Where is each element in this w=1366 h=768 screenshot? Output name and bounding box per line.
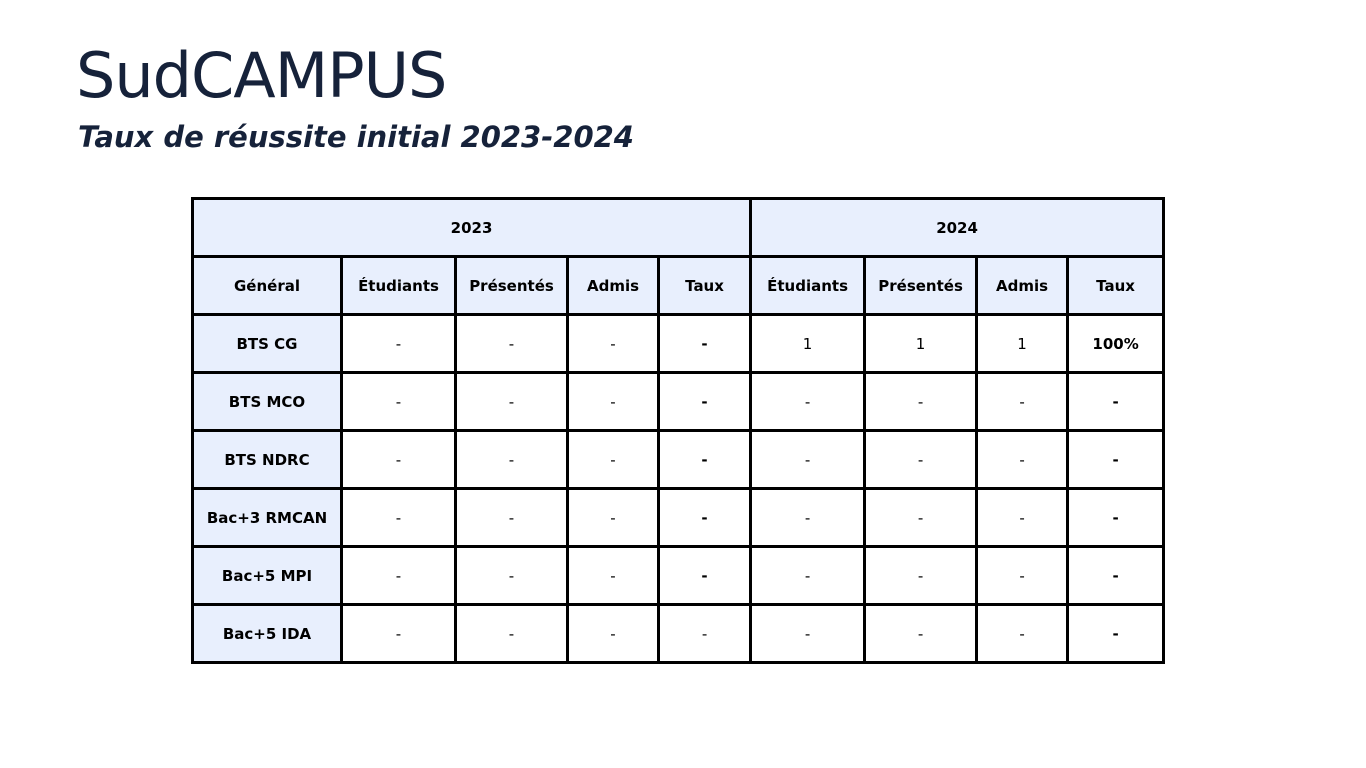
year-header-row xyxy=(193,199,1164,257)
year-2023-header: 2023 xyxy=(193,199,751,257)
results-table xyxy=(191,197,1165,664)
cell-presentes-2024: - xyxy=(865,431,977,489)
cell-etudiants-2023: - xyxy=(342,605,456,663)
cell-admis-2024: - xyxy=(977,547,1068,605)
cell-taux-2023: - xyxy=(659,373,751,431)
page-title: Taux de réussite initial 2023-2024 xyxy=(78,120,634,154)
row-label: Bac+3 RMCAN xyxy=(193,489,342,547)
cell-presentes-2024: - xyxy=(865,373,977,431)
cell-presentes-2023: - xyxy=(456,489,568,547)
table-row xyxy=(193,315,1164,373)
cell-taux-2024: - xyxy=(1068,605,1164,663)
cell-etudiants-2023: - xyxy=(342,431,456,489)
cell-taux-2024: - xyxy=(1068,431,1164,489)
cell-presentes-2024: - xyxy=(865,547,977,605)
row-label: BTS NDRC xyxy=(193,431,342,489)
cell-admis-2023: - xyxy=(568,315,659,373)
cell-etudiants-2024: 1 xyxy=(751,315,865,373)
cell-taux-2023: - xyxy=(659,315,751,373)
cell-taux-2023: - xyxy=(659,489,751,547)
cell-admis-2024: - xyxy=(977,431,1068,489)
cell-taux-2024: - xyxy=(1068,373,1164,431)
cell-admis-2024: - xyxy=(977,489,1068,547)
cell-presentes-2023: - xyxy=(456,431,568,489)
table-row xyxy=(193,373,1164,431)
cell-etudiants-2024: - xyxy=(751,489,865,547)
column-header-admis-2024: Admis xyxy=(977,257,1068,315)
cell-presentes-2024: - xyxy=(865,605,977,663)
row-label: BTS MCO xyxy=(193,373,342,431)
column-header-general: Général xyxy=(193,257,342,315)
column-header-etudiants-2024: Étudiants xyxy=(751,257,865,315)
table-row xyxy=(193,431,1164,489)
cell-admis-2023: - xyxy=(568,373,659,431)
cell-presentes-2024: - xyxy=(865,489,977,547)
cell-presentes-2023: - xyxy=(456,315,568,373)
cell-etudiants-2024: - xyxy=(751,605,865,663)
table-row xyxy=(193,547,1164,605)
cell-etudiants-2024: - xyxy=(751,431,865,489)
cell-taux-2023: - xyxy=(659,431,751,489)
cell-etudiants-2024: - xyxy=(751,547,865,605)
cell-presentes-2024: 1 xyxy=(865,315,977,373)
cell-etudiants-2023: - xyxy=(342,373,456,431)
column-header-admis-2023: Admis xyxy=(568,257,659,315)
cell-etudiants-2023: - xyxy=(342,547,456,605)
year-2024-header: 2024 xyxy=(751,199,1164,257)
cell-admis-2024: 1 xyxy=(977,315,1068,373)
cell-presentes-2023: - xyxy=(456,547,568,605)
cell-admis-2024: - xyxy=(977,373,1068,431)
column-header-taux-2024: Taux xyxy=(1068,257,1164,315)
cell-admis-2024: - xyxy=(977,605,1068,663)
column-header-etudiants-2023: Étudiants xyxy=(342,257,456,315)
row-label: BTS CG xyxy=(193,315,342,373)
cell-taux-2024: - xyxy=(1068,547,1164,605)
cell-etudiants-2023: - xyxy=(342,315,456,373)
cell-taux-2024: - xyxy=(1068,489,1164,547)
cell-etudiants-2023: - xyxy=(342,489,456,547)
table-row xyxy=(193,489,1164,547)
table-row xyxy=(193,605,1164,663)
cell-admis-2023: - xyxy=(568,431,659,489)
cell-admis-2023: - xyxy=(568,489,659,547)
column-header-presentes-2023: Présentés xyxy=(456,257,568,315)
cell-taux-2024: 100% xyxy=(1068,315,1164,373)
row-label: Bac+5 IDA xyxy=(193,605,342,663)
cell-admis-2023: - xyxy=(568,605,659,663)
sudcampus-logo: SudCAMPUS xyxy=(76,39,447,112)
row-label: Bac+5 MPI xyxy=(193,547,342,605)
cell-presentes-2023: - xyxy=(456,605,568,663)
cell-presentes-2023: - xyxy=(456,373,568,431)
cell-etudiants-2024: - xyxy=(751,373,865,431)
table-body xyxy=(193,315,1164,663)
cell-taux-2023: - xyxy=(659,605,751,663)
column-header-taux-2023: Taux xyxy=(659,257,751,315)
cell-admis-2023: - xyxy=(568,547,659,605)
cell-taux-2023: - xyxy=(659,547,751,605)
column-header-row xyxy=(193,257,1164,315)
column-header-presentes-2024: Présentés xyxy=(865,257,977,315)
